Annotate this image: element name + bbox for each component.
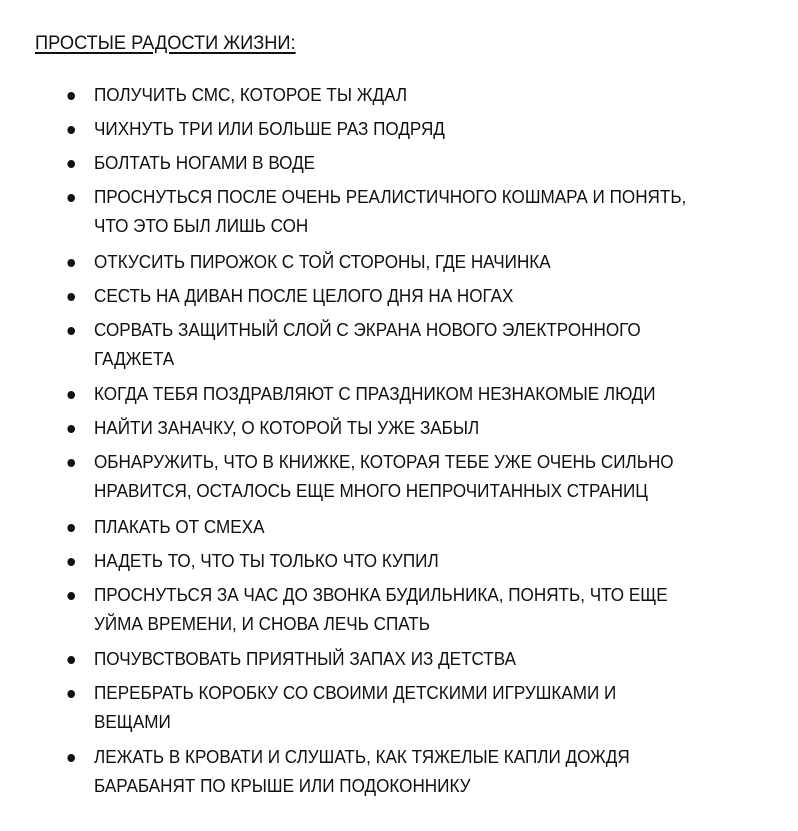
- bullet-icon: [67, 425, 75, 433]
- bullet-icon: [67, 754, 75, 762]
- list-item-text: КОГДА ТЕБЯ ПОЗДРАВЛЯЮТ С ПРАЗДНИКОМ НЕЗНАКОМЫЕ ЛЮДИ: [94, 384, 656, 404]
- list-item-text: ПОЧУВСТВОВАТЬ ПРИЯТНЫЙ ЗАПАХ ИЗ ДЕТСТВА: [94, 649, 516, 669]
- bullet-icon: [67, 92, 75, 100]
- list-item: [94, 248, 740, 277]
- list-item-text: ЛЕЖАТЬ В КРОВАТИ И СЛУШАТЬ, КАК ТЯЖЕЛЫЕ КАПЛИ ДОЖДЯ: [94, 747, 630, 767]
- bullet-icon: [67, 327, 75, 335]
- list-item-text: ЧТО ЭТО БЫЛ ЛИШЬ СОН: [94, 216, 309, 236]
- bullet-icon: [67, 259, 75, 267]
- list-item: [94, 183, 740, 241]
- list-item: [94, 414, 740, 443]
- list-item: [94, 282, 740, 311]
- list-item: [94, 679, 740, 737]
- list-item-text: ВЕЩАМИ: [94, 712, 171, 732]
- list-item-text: ОБНАРУЖИТЬ, ЧТО В КНИЖКЕ, КОТОРАЯ ТЕБЕ УЖЕ ОЧЕНЬ СИЛЬНО: [94, 452, 674, 472]
- bullet-icon: [67, 194, 75, 202]
- bullet-icon: [67, 391, 75, 399]
- list-item-text: БОЛТАТЬ НОГАМИ В ВОДЕ: [94, 153, 316, 173]
- list-item-text: НАДЕТЬ ТО, ЧТО ТЫ ТОЛЬКО ЧТО КУПИЛ: [94, 551, 439, 571]
- list-item: [94, 743, 740, 801]
- list-item-text: НРАВИТСЯ, ОСТАЛОСЬ ЕЩЕ МНОГО НЕПРОЧИТАННЫХ СТРАНИЦ: [94, 481, 648, 501]
- list-item: [94, 513, 740, 542]
- list-item: [94, 448, 740, 506]
- list-item-text: ПОЛУЧИТЬ СМС, КОТОРОЕ ТЫ ЖДАЛ: [94, 85, 408, 105]
- list-item-text: ОТКУСИТЬ ПИРОЖОК С ТОЙ СТОРОНЫ, ГДЕ НАЧИНКА: [94, 252, 551, 272]
- list-item: [94, 645, 740, 674]
- list-item-text: НАЙТИ ЗАНАЧКУ, О КОТОРОЙ ТЫ УЖЕ ЗАБЫЛ: [94, 418, 480, 438]
- list-item-text: СЕСТЬ НА ДИВАН ПОСЛЕ ЦЕЛОГО ДНЯ НА НОГАХ: [94, 286, 514, 306]
- list-item: [94, 316, 740, 374]
- bullet-icon: [67, 459, 75, 467]
- bullet-icon: [67, 160, 75, 168]
- list-item-text: ПЛАКАТЬ ОТ СМЕХА: [94, 517, 265, 537]
- list-item-text: ПРОСНУТЬСЯ ПОСЛЕ ОЧЕНЬ РЕАЛИСТИЧНОГО КОШМАРА И ПОНЯТЬ,: [94, 187, 687, 207]
- bullet-icon: [67, 656, 75, 664]
- list-item-text: ГАДЖЕТА: [94, 349, 175, 369]
- list-item: [94, 547, 740, 576]
- list-item: [94, 115, 740, 144]
- list-item-text: ПЕРЕБРАТЬ КОРОБКУ СО СВОИМИ ДЕТСКИМИ ИГРУШКАМИ И: [94, 683, 617, 703]
- bullet-icon: [67, 592, 75, 600]
- list-item: [94, 81, 740, 110]
- list-item-text: БАРАБАНЯТ ПО КРЫШЕ ИЛИ ПОДОКОННИКУ: [94, 776, 471, 796]
- list-item-text: ЧИХНУТЬ ТРИ ИЛИ БОЛЬШЕ РАЗ ПОДРЯД: [94, 119, 445, 139]
- bullet-icon: [67, 690, 75, 698]
- bullet-icon: [67, 524, 75, 532]
- bullet-icon: [67, 126, 75, 134]
- list-item: [94, 380, 740, 409]
- list-item-text: СОРВАТЬ ЗАЩИТНЫЙ СЛОЙ С ЭКРАНА НОВОГО ЭЛЕКТРОННОГО: [94, 320, 641, 340]
- bullet-icon: [67, 558, 75, 566]
- list-item-text: ПРОСНУТЬСЯ ЗА ЧАС ДО ЗВОНКА БУДИЛЬНИКА, ПОНЯТЬ, ЧТО ЕЩЕ: [94, 585, 668, 605]
- page-title: ПРОСТЫЕ РАДОСТИ ЖИЗНИ:: [35, 33, 296, 54]
- list-item-text: УЙМА ВРЕМЕНИ, И СНОВА ЛЕЧЬ СПАТЬ: [94, 614, 430, 634]
- bullet-icon: [67, 293, 75, 301]
- list-item: [94, 149, 740, 178]
- list-item: [94, 581, 740, 639]
